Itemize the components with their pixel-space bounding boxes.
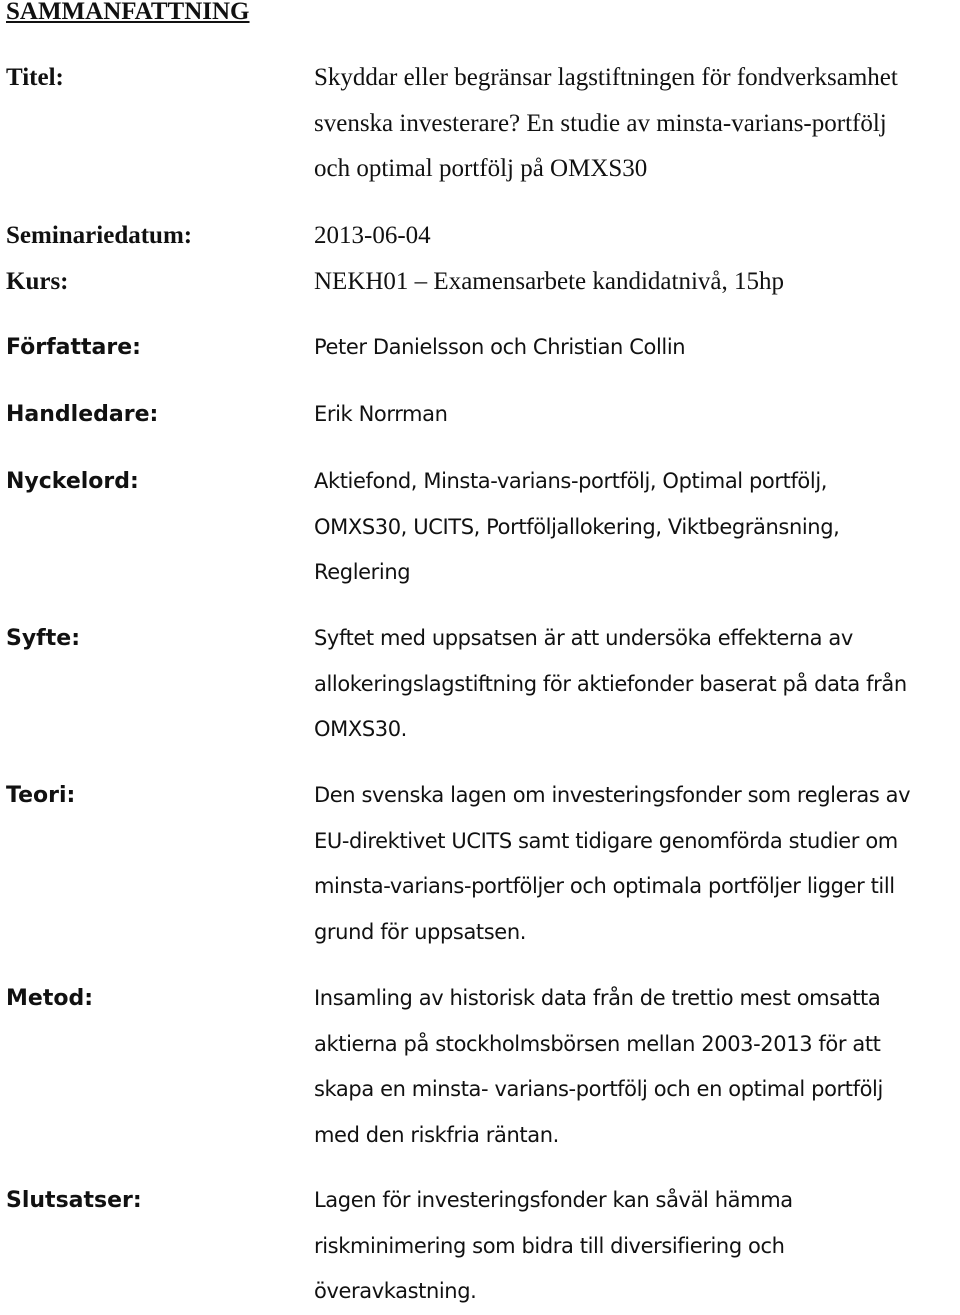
metod-line: aktierna på stockholmsbörsen mellan 2003-2013 för att [314, 1031, 881, 1056]
nyckelord-line: Reglering [314, 560, 411, 584]
slutsatser-label: Slutsatser: [6, 1188, 142, 1213]
metod-value [314, 976, 959, 1158]
teori-line: EU-direktivet UCITS samt tidigare genomförda studier om [314, 828, 898, 853]
syfte-value [314, 616, 959, 753]
handledare-value [314, 392, 959, 438]
teori-line: minsta-varians-portföljer och optimala portföljer ligger till [314, 874, 895, 898]
syfte-label: Syfte: [6, 626, 80, 651]
handledare-label: Handledare: [6, 402, 159, 427]
seminariedatum-value [314, 213, 959, 259]
syfte-line: allokeringslagstiftning för aktiefonder baserat på data från [314, 671, 907, 696]
metod-line: skapa en minsta- varians-portfölj och en optimal portfölj [314, 1077, 883, 1101]
forfattare-line: Peter Danielsson och Christian Collin [314, 335, 686, 359]
teori-line: grund för uppsatsen. [314, 919, 526, 944]
metod-line: Insamling av historisk data från de trettio mest omsatta [314, 986, 881, 1010]
slutsatser-line: överavkastning. [314, 1279, 477, 1303]
nyckelord-value [314, 459, 959, 596]
titel-value [314, 55, 959, 192]
titel-line: Skyddar eller begränsar lagstiftningen för fondverksamhet [314, 64, 898, 91]
nyckelord-line: Aktiefond, Minsta-varians-portfölj, Optimal portfölj, [314, 469, 828, 493]
titel-line: och optimal portfölj på OMXS30 [314, 155, 648, 182]
titel-line: svenska investerare? En studie av minsta-varians-portfölj [314, 109, 887, 137]
slutsatser-line: riskminimering som bidra till diversifiering och [314, 1233, 785, 1258]
forfattare-value [314, 325, 959, 371]
titel-label: Titel: [6, 64, 64, 91]
kurs-line: NEKH01 – Examensarbete kandidatnivå, 15hp [314, 268, 785, 295]
kurs-label: Kurs: [6, 268, 69, 295]
metod-label: Metod: [6, 986, 93, 1011]
kurs-value [314, 259, 959, 305]
syfte-line: OMXS30. [314, 717, 407, 741]
slutsatser-value [314, 1178, 959, 1315]
handledare-line: Erik Norrman [314, 402, 448, 426]
metod-line: med den riskfria räntan. [314, 1122, 559, 1147]
seminariedatum-line: 2013-06-04 [314, 222, 431, 249]
nyckelord-label: Nyckelord: [6, 469, 139, 494]
slutsatser-line: Lagen för investeringsfonder kan såväl hämma [314, 1188, 793, 1212]
nyckelord-line: OMXS30, UCITS, Portföljallokering, Viktbegränsning, [314, 514, 840, 539]
page-heading: SAMMANFATTNING [6, 0, 250, 25]
forfattare-label: Författare: [6, 335, 141, 360]
teori-line: Den svenska lagen om investeringsfonder som regleras av [314, 783, 911, 807]
seminariedatum-label: Seminariedatum: [6, 222, 193, 249]
teori-label: Teori: [6, 783, 76, 808]
syfte-line: Syftet med uppsatsen är att undersöka effekterna av [314, 626, 853, 650]
teori-value [314, 773, 959, 955]
